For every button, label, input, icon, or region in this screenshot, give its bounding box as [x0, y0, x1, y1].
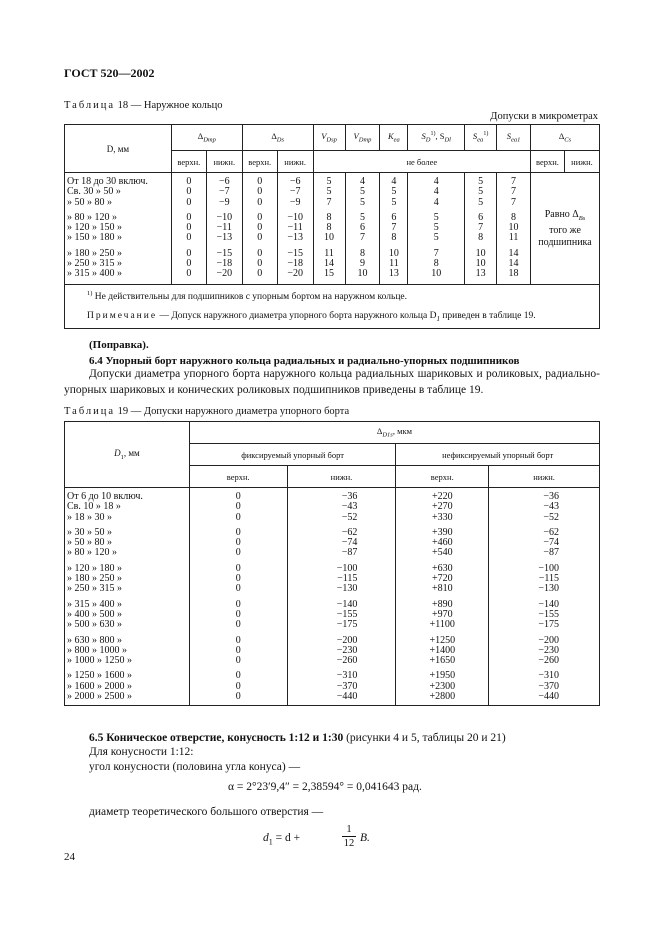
table-cell: 0 [235, 491, 241, 502]
table-cell: 0 [235, 511, 241, 523]
table-cell: −200 [538, 634, 559, 646]
table-cell: » 18 » 30 » [67, 511, 112, 523]
table-cell: +630 [431, 562, 453, 574]
table-cell: » 315 » 400 » [67, 598, 122, 610]
table-cell: −43 [543, 501, 559, 513]
table-cell: +1400 [429, 644, 456, 656]
table-cell: 8 [511, 211, 517, 223]
table-cell: −130 [336, 583, 358, 595]
tolerance-units-note: Допуски в микрометрах [490, 111, 598, 122]
table-cell: +390 [431, 526, 453, 538]
table-cell: 0 [235, 501, 241, 513]
sub-upper: верхн. [530, 151, 564, 173]
table-cell: 4 [391, 176, 397, 187]
table-cell: 0 [235, 619, 241, 631]
table-cell: 5 [478, 186, 484, 198]
table-cell: 6 [359, 222, 365, 234]
table-cell: −11 [287, 222, 303, 234]
table-cell: 11 [389, 258, 399, 270]
table-cell: −100 [336, 562, 358, 574]
diameter-label: диаметр теоретического большого отверстия — [89, 806, 324, 818]
table-cell: −43 [341, 501, 358, 513]
table-cell: 0 [186, 268, 192, 280]
table-cell: » 1600 » 2000 » [67, 680, 132, 692]
table-cell: 0 [235, 655, 241, 667]
table-cell: −15 [287, 247, 303, 259]
table-cell: −87 [543, 547, 559, 559]
table-cell: 7 [511, 176, 517, 187]
table-cell: 7 [326, 196, 332, 208]
table-cell: 5 [359, 211, 365, 223]
table-cell: 0 [257, 232, 263, 244]
table18-caption-word: Таблица [64, 100, 116, 111]
table-cell: » 250 » 315 » [67, 258, 122, 270]
table-cell: +720 [431, 573, 453, 585]
table-cell: » 400 » 500 » [67, 608, 122, 620]
table-cell: » 80 » 120 » [67, 211, 117, 223]
table-cell: 5 [478, 176, 484, 187]
table-cell: +1250 [429, 634, 456, 646]
table-cell: 0 [186, 186, 192, 198]
table-cell: 8 [326, 222, 332, 234]
table-cell: » 1000 » 1250 » [67, 655, 132, 667]
nonfixed-flange-header: нефиксируемый упорный борт [396, 444, 600, 466]
section-6-4-title: 6.4 Упорный борт наружного кольца радиальных и радиально-упорных подшипников [89, 355, 520, 367]
col-sd: $S_D^{1)}$, $S_{Dl}$ [408, 125, 465, 151]
table-cell: 0 [257, 247, 263, 259]
col-delta-dmp: $\Delta_{Dmp}$ [171, 125, 242, 151]
sub-upper: верхн. [242, 151, 277, 173]
sub-lower: нижн. [489, 466, 600, 488]
table-cell: −6 [218, 176, 230, 187]
table-cell: 0 [186, 222, 192, 234]
table-cell: 7 [511, 186, 517, 198]
table-cell: −130 [538, 583, 559, 595]
table-cell: 0 [235, 644, 241, 656]
table18-footnote: $^{1)}$ Не действительны для подшипников с упорным бортом на наружном кольце. [65, 285, 600, 307]
table-cell: −230 [538, 644, 559, 656]
table-cell: 0 [186, 232, 192, 244]
table-cell: 7 [359, 232, 365, 244]
table-cell: » 800 » 1000 » [67, 644, 127, 656]
col-kea: $K_{ea}$ [380, 125, 408, 151]
table-cell: 0 [257, 222, 263, 234]
table-cell: 5 [433, 232, 439, 244]
table-cell: » 250 » 315 » [67, 583, 122, 595]
cs-equal-note: Равно $\Delta_{Bs}$ того же подшипника [530, 173, 599, 285]
table-cell: −74 [543, 537, 559, 549]
table-cell: 0 [235, 598, 241, 610]
sub-lower: нижн. [277, 151, 313, 173]
table-cell: » 50 » 80 » [67, 196, 112, 208]
table-cell: 4 [433, 196, 439, 208]
table-cell: −36 [341, 491, 358, 502]
table-cell: −36 [543, 491, 559, 502]
table-cell: 0 [257, 196, 263, 208]
table-cell: −13 [216, 232, 233, 244]
table-cell: −15 [216, 247, 233, 259]
table19-caption: Таблица 19 — Допуски наружного диаметра упорного борта [64, 406, 350, 417]
table-cell: От 6 до 10 включ. [67, 491, 143, 502]
table-cell: −140 [336, 598, 358, 610]
table-cell: −18 [287, 258, 303, 270]
col-sea: $S_{ea}^{1)}$ [465, 125, 497, 151]
table-cell: −200 [336, 634, 358, 646]
table-cell: 0 [186, 196, 192, 208]
col-D1-header: $D_1$, мм [65, 422, 190, 488]
table-cell: 4 [433, 186, 439, 198]
table-cell: 8 [391, 232, 397, 244]
table-cell: 8 [359, 247, 365, 259]
table-cell: −9 [218, 196, 230, 208]
table-cell: » 150 » 180 » [67, 232, 122, 244]
table-cell: 5 [326, 176, 332, 187]
table-cell: −11 [216, 222, 232, 234]
table-cell: » 500 » 630 » [67, 619, 122, 631]
table-cell: 8 [326, 211, 332, 223]
table-cell: » 120 » 180 » [67, 562, 122, 574]
table-cell: Св. 30 » 50 » [67, 186, 121, 198]
table-cell: −13 [287, 232, 303, 244]
table-cell: От 18 до 30 включ. [67, 176, 148, 187]
table-cell: 11 [508, 232, 519, 244]
table-cell: −175 [336, 619, 358, 631]
table-cell: −62 [543, 526, 559, 538]
table-cell: » 80 » 120 » [67, 547, 117, 559]
col-vdsp: $V_{Dsp}$ [313, 125, 345, 151]
table-cell: 0 [186, 176, 192, 187]
table-cell: −18 [216, 258, 233, 270]
table-cell: +220 [431, 491, 453, 502]
table-cell: −52 [543, 511, 559, 523]
table-cell: 0 [257, 211, 263, 223]
angle-formula: α = 2°23′9,4″ = 2,38594° = 0,041643 рад. [228, 781, 422, 793]
sub-lower: нижн. [287, 466, 396, 488]
table-cell: −74 [341, 537, 358, 549]
table-cell: 0 [235, 670, 241, 682]
table-cell: 15 [324, 268, 335, 280]
table-cell: 0 [235, 583, 241, 595]
col-delta-cs: $\Delta_{Cs}$ [530, 125, 599, 151]
col-D-header: D, мм [65, 125, 172, 173]
table-cell: −370 [336, 680, 358, 692]
table18-caption-title: 18 — Наружное кольцо [117, 100, 223, 111]
table-cell: 10 [475, 247, 486, 259]
table-cell: » 630 » 800 » [67, 634, 122, 646]
table-cell: » 1250 » 1600 » [67, 670, 132, 682]
table-cell: 7 [511, 196, 517, 208]
sub-upper: верхн. [171, 151, 206, 173]
table-cell: −230 [336, 644, 358, 656]
table-cell: 10 [508, 222, 519, 234]
table-cell: 10 [475, 258, 486, 270]
table-18-outer-ring [64, 124, 600, 329]
table-cell: 0 [235, 562, 241, 574]
table-cell: 0 [235, 537, 241, 549]
table-cell: +970 [431, 608, 453, 620]
table-cell: −370 [538, 680, 559, 692]
table-cell: −6 [289, 176, 301, 187]
table-cell: +890 [431, 598, 453, 610]
table-cell: 5 [391, 186, 397, 198]
page-number: 24 [64, 851, 75, 863]
table-cell: 8 [478, 232, 484, 244]
table-cell: −52 [341, 511, 358, 523]
table-cell: 4 [359, 176, 365, 187]
col-delta-ds: $\Delta_{Ds}$ [242, 125, 313, 151]
table-cell: » 30 » 50 » [67, 526, 112, 538]
table-cell: −140 [538, 598, 559, 610]
table-cell: 7 [478, 222, 484, 234]
table-cell: 8 [433, 258, 439, 270]
table18-note: Примечание — Допуск наружного диаметра упорного борта наружного кольца $D_1$ приведен в таблице 19. [65, 307, 600, 329]
table-cell: 7 [433, 247, 439, 259]
table-cell: 5 [359, 196, 365, 208]
table-cell: 0 [235, 547, 241, 559]
table-cell: +1950 [429, 670, 456, 682]
table-cell: 0 [235, 526, 241, 538]
table-cell: 14 [324, 258, 335, 270]
table-cell: −20 [287, 268, 303, 280]
table-cell: » 315 » 400 » [67, 268, 122, 280]
section-6-5-title: 6.5 Коническое отверстие, конусность 1:12 и 1:30 (рисунки 4 и 5, таблицы 20 и 21) [89, 732, 506, 744]
table-cell: 0 [235, 573, 241, 585]
table-cell: −155 [538, 608, 559, 620]
table-19-flange-tolerances [64, 421, 600, 706]
table-cell: 18 [508, 268, 519, 280]
table-cell: » 2000 » 2500 » [67, 691, 132, 703]
table-cell: −10 [287, 211, 303, 223]
table-cell: 0 [257, 176, 263, 187]
sub-upper: верхн. [396, 466, 489, 488]
table-cell: −175 [538, 619, 559, 631]
col-delta-d1s: $\Delta_{D1s}$, мкм [189, 422, 599, 444]
table-cell: 14 [508, 258, 519, 270]
table-cell: +1100 [429, 619, 455, 631]
taper-intro: Для конусности 1:12: [89, 746, 194, 758]
table-cell: +810 [431, 583, 453, 595]
angle-label: угол конусности (половина угла конуса) — [89, 761, 301, 773]
table-cell: 0 [186, 247, 192, 259]
table18-caption [64, 100, 223, 111]
table-cell: +2300 [429, 680, 456, 692]
table-cell: 9 [359, 258, 365, 270]
col-sea1: $S_{ea1}$ [497, 125, 531, 151]
table-cell: 6 [391, 211, 397, 223]
document-header: ГОСТ 520—2002 [64, 66, 155, 80]
table-cell: −260 [336, 655, 358, 667]
table-cell: +270 [431, 501, 453, 513]
table-cell: +330 [431, 511, 453, 523]
table-cell: » 50 » 80 » [67, 537, 112, 549]
table-cell: 5 [391, 196, 397, 208]
section-6-4-body: Допуски диаметра упорного борта наружного кольца радиальных шариковых и роликовых, радиально-упорных шариковых и конических роликовых подшипников приведены в таблице 19. [64, 368, 600, 396]
fixed-flange-header: фиксируемый упорный борт [189, 444, 396, 466]
table-cell: +540 [431, 547, 453, 559]
table-cell: 0 [257, 186, 263, 198]
table-cell: 13 [388, 268, 399, 280]
table-cell: −155 [336, 608, 358, 620]
sub-lower: нижн. [564, 151, 599, 173]
table-cell: 4 [433, 176, 439, 187]
table-cell: −10 [216, 211, 233, 223]
table-cell: −20 [216, 268, 233, 280]
table-cell: 0 [257, 258, 263, 270]
table-cell: −87 [341, 547, 358, 559]
table-cell: −115 [337, 573, 358, 585]
range-column [65, 488, 190, 706]
table-cell: 11 [324, 247, 334, 259]
table-cell: 0 [186, 211, 192, 223]
table-cell: 5 [359, 186, 365, 198]
table-cell: 0 [186, 258, 192, 270]
table-cell: −100 [538, 562, 559, 574]
table-cell: 13 [475, 268, 486, 280]
table-cell: » 120 » 150 » [67, 222, 122, 234]
table-cell: 10 [388, 247, 399, 259]
table-cell: 10 [324, 232, 335, 244]
table-cell: » 180 » 250 » [67, 247, 122, 259]
table-cell: −310 [336, 670, 358, 682]
table-cell: −7 [289, 186, 301, 198]
table-cell: −115 [538, 573, 559, 585]
table-cell: −62 [341, 526, 358, 538]
table-cell: 7 [391, 222, 397, 234]
table-cell: +1650 [429, 655, 456, 667]
table-cell: 14 [508, 247, 519, 259]
col-vdmp: $V_{Dmp}$ [345, 125, 380, 151]
table-cell: +460 [431, 537, 453, 549]
table-cell: +2800 [429, 691, 456, 703]
table-cell: −7 [218, 186, 230, 198]
table-cell: Св. 10 » 18 » [67, 501, 121, 513]
table-cell: 5 [326, 186, 332, 198]
table-cell: −9 [289, 196, 301, 208]
not-more-header: не более [313, 151, 530, 173]
sub-upper: верхн. [189, 466, 287, 488]
table-cell: 0 [257, 268, 263, 280]
table-cell: 0 [235, 680, 241, 692]
table-cell: 5 [478, 196, 484, 208]
table-cell: −260 [538, 655, 559, 667]
table-cell: 10 [431, 268, 442, 280]
table-cell: 0 [235, 691, 241, 703]
correction-note: (Поправка). [89, 339, 149, 351]
sub-lower: нижн. [206, 151, 242, 173]
table-cell: 0 [235, 608, 241, 620]
range-column [65, 173, 172, 285]
table-cell: 10 [357, 268, 368, 280]
table-cell: 0 [235, 634, 241, 646]
table-cell: 6 [478, 211, 484, 223]
table-cell: −440 [336, 691, 358, 703]
table-cell: 5 [433, 222, 439, 234]
table-cell: −440 [538, 691, 559, 703]
table-cell: −310 [538, 670, 559, 682]
table-cell: » 180 » 250 » [67, 573, 122, 585]
table-cell: 5 [433, 211, 439, 223]
